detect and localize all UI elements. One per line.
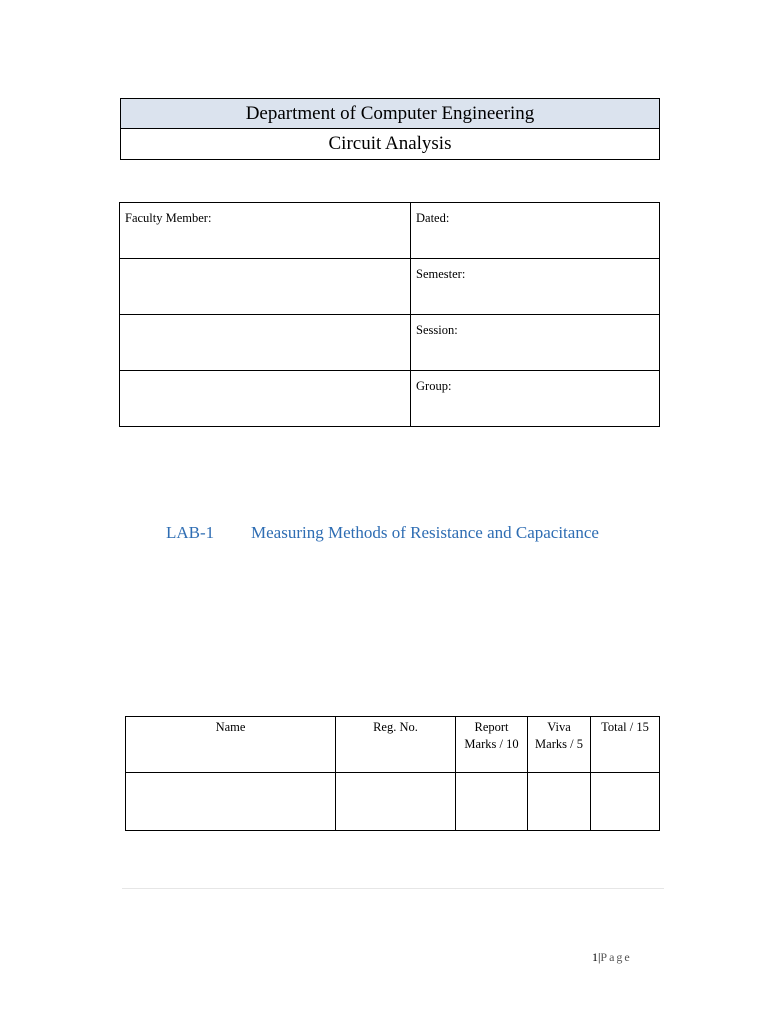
faculty-blank-cell-1 (120, 259, 411, 315)
page-separator: | (598, 950, 601, 964)
name-header (126, 717, 336, 773)
viva-marks-header (528, 717, 591, 773)
total-header-label: Total / 15 (601, 720, 649, 734)
faculty-blank-cell-2 (120, 315, 411, 371)
viva-header-line1: Viva (547, 720, 571, 734)
report-marks-header (456, 717, 528, 773)
reg-no-header (336, 717, 456, 773)
viva-header-line2: Marks / 5 (535, 737, 583, 751)
name-cell (126, 773, 336, 831)
total-header (591, 717, 660, 773)
faculty-blank-cell-3 (120, 371, 411, 427)
semester-label: Semester: (416, 267, 466, 281)
report-header-line1: Report (474, 720, 509, 734)
group-label: Group: (416, 379, 452, 393)
name-header-label: Name (215, 720, 246, 734)
lab-title: Measuring Methods of Resistance and Capacitance (251, 523, 599, 542)
session-label: Session: (416, 323, 458, 337)
viva-marks-cell (528, 773, 591, 831)
report-marks-cell (456, 773, 528, 831)
course-title: Circuit Analysis (121, 129, 660, 160)
footer-divider (122, 888, 664, 889)
page-number: 1 (592, 950, 598, 964)
marks-table (125, 716, 660, 831)
report-header-line2: Marks / 10 (464, 737, 519, 751)
header-table (120, 98, 660, 160)
reg-no-header-label: Reg. No. (373, 720, 418, 734)
group-cell (411, 371, 660, 427)
session-cell (411, 315, 660, 371)
reg-no-cell (336, 773, 456, 831)
dated-cell (411, 203, 660, 259)
lab-number: LAB-1 (166, 523, 215, 542)
page-number-footer (592, 950, 632, 965)
faculty-member-label: Faculty Member: (125, 211, 212, 225)
lab-heading (166, 523, 599, 543)
faculty-member-cell (120, 203, 411, 259)
page-label: Page (600, 950, 632, 964)
semester-cell (411, 259, 660, 315)
info-table (119, 202, 660, 427)
dated-label: Dated: (416, 211, 450, 225)
department-title: Department of Computer Engineering (121, 99, 660, 129)
total-cell (591, 773, 660, 831)
